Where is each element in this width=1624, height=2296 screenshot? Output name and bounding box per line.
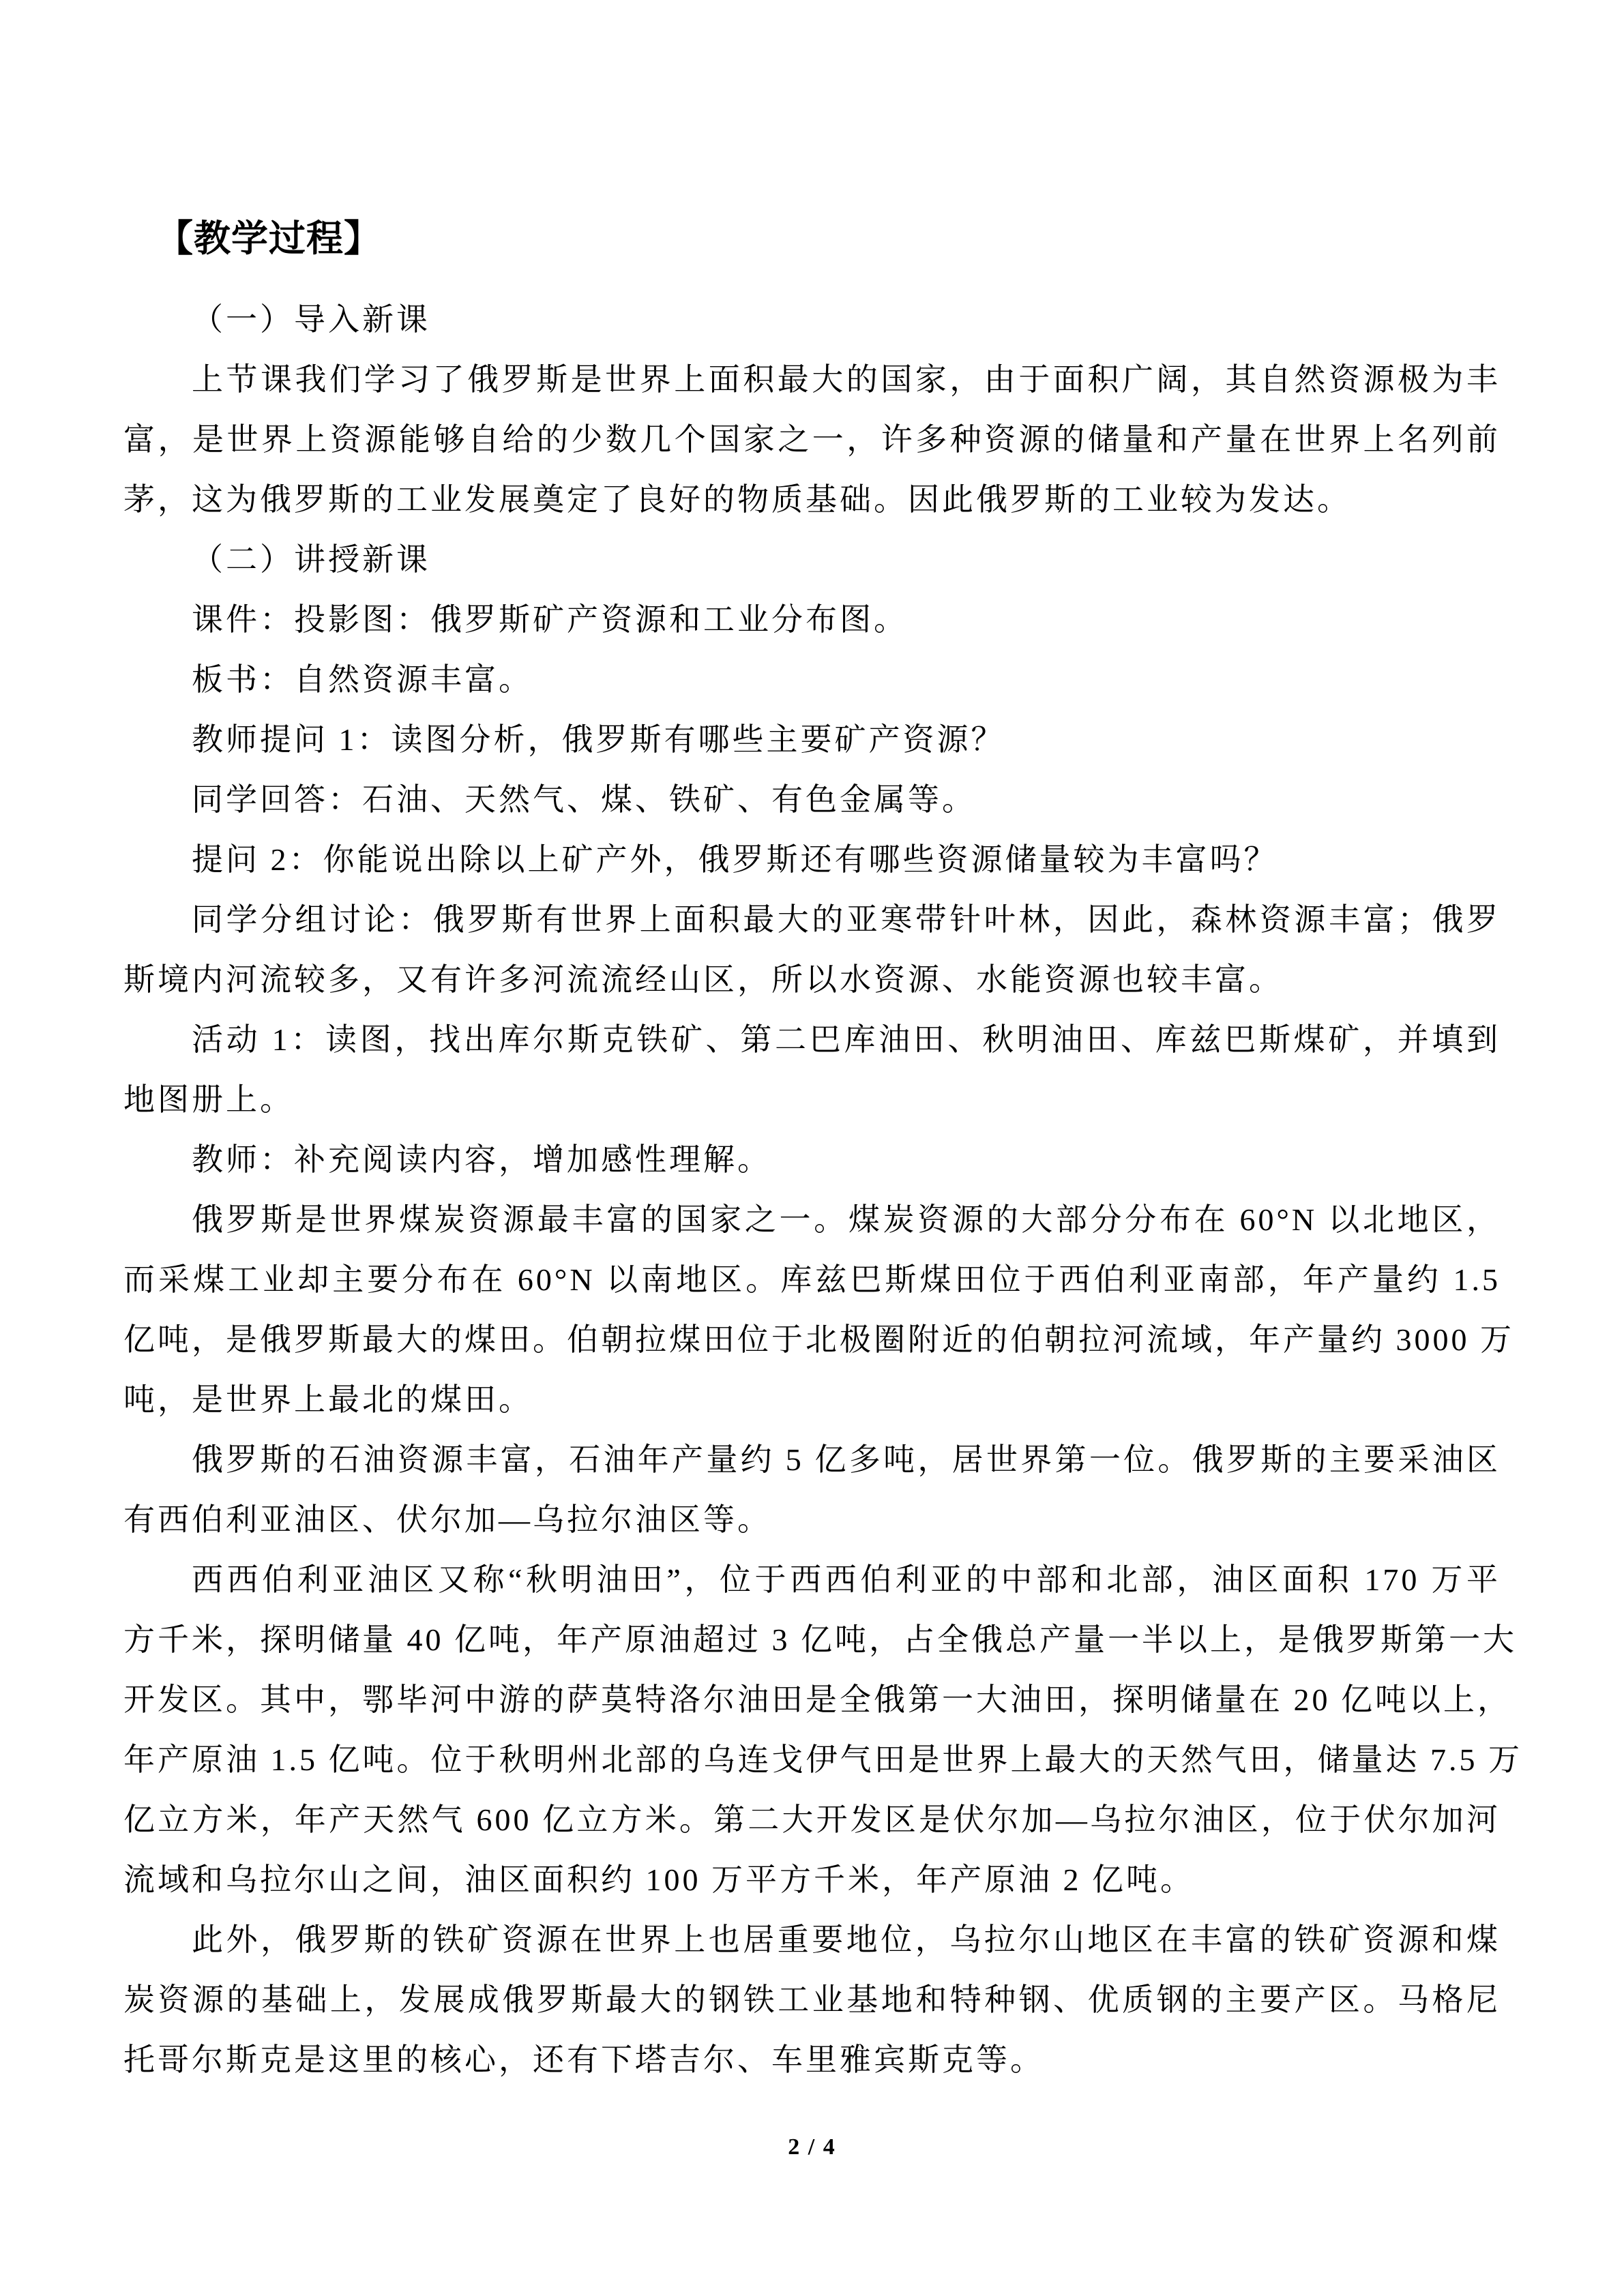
text-line: （一）导入新课 xyxy=(192,302,430,337)
paragraph xyxy=(123,890,1501,1010)
document-title: 【教学过程】 xyxy=(156,218,381,259)
paragraph xyxy=(123,1550,1522,1910)
text-line: 富，是世界上资源能够自给的少数几个国家之一，许多种资源的储量和产量在世界上名列前 xyxy=(123,422,1501,457)
text-line: 西西伯利亚油区又称“秋明油田”，位于西西伯利亚的中部和北部，油区面积 170 万平 xyxy=(192,1562,1501,1597)
paragraph xyxy=(123,590,1501,650)
text-line: 托哥尔斯克是这里的核心，还有下塔吉尔、车里雅宾斯克等。 xyxy=(123,2042,1044,2077)
text-line: 地图册上。 xyxy=(123,1082,294,1117)
text-line: 俄罗斯的石油资源丰富，石油年产量约 5 亿多吨，居世界第一位。俄罗斯的主要采油区 xyxy=(192,1442,1501,1477)
text-line: 同学回答：石油、天然气、煤、铁矿、有色金属等。 xyxy=(192,782,976,817)
paragraph xyxy=(123,830,1501,890)
paragraph xyxy=(123,1430,1501,1550)
text-line: 开发区。其中，鄂毕河中游的萨莫特洛尔油田是全俄第一大油田，探明储量在 20 亿吨以上， xyxy=(123,1682,1511,1717)
paragraph xyxy=(123,1190,1514,1430)
text-line: 亿吨，是俄罗斯最大的煤田。伯朝拉煤田位于北极圈附近的伯朝拉河流域，年产量约 3000 万 xyxy=(123,1322,1514,1357)
paragraph xyxy=(123,350,1501,530)
text-line: 上节课我们学习了俄罗斯是世界上面积最大的国家，由于面积广阔，其自然资源极为丰 xyxy=(192,362,1501,397)
text-line: 有西伯利亚油区、伏尔加—乌拉尔油区等。 xyxy=(123,1502,771,1537)
text-line: 课件：投影图：俄罗斯矿产资源和工业分布图。 xyxy=(192,602,908,637)
text-line: 此外，俄罗斯的铁矿资源在世界上也居重要地位，乌拉尔山地区在丰富的铁矿资源和煤 xyxy=(192,1922,1501,1957)
paragraph xyxy=(123,650,1501,710)
text-line: 斯境内河流较多，又有许多河流流经山区，所以水资源、水能资源也较丰富。 xyxy=(123,962,1283,997)
text-line: 年产原油 1.5 亿吨。位于秋明州北部的乌连戈伊气田是世界上最大的天然气田，储量达 7.5 万 xyxy=(123,1742,1522,1777)
text-line: 吨，是世界上最北的煤田。 xyxy=(123,1382,533,1417)
text-line: 教师：补充阅读内容，增加感性理解。 xyxy=(192,1142,771,1177)
text-line: （二）讲授新课 xyxy=(192,542,430,577)
paragraph xyxy=(123,530,1501,590)
text-line: 而采煤工业却主要分布在 60°N 以南地区。库兹巴斯煤田位于西伯利亚南部，年产量约 1.5 xyxy=(123,1262,1501,1297)
paragraph xyxy=(123,1130,1501,1190)
paragraph xyxy=(123,710,1501,770)
paragraph xyxy=(123,1010,1501,1130)
text-line: 炭资源的基础上，发展成俄罗斯最大的钢铁工业基地和特种钢、优质钢的主要产区。马格尼 xyxy=(123,1982,1501,2017)
text-line: 活动 1：读图，找出库尔斯克铁矿、第二巴库油田、秋明油田、库兹巴斯煤矿，并填到 xyxy=(192,1022,1501,1057)
paragraph xyxy=(123,770,1501,830)
page-number: 2 / 4 xyxy=(788,2134,836,2160)
text-line: 方千米，探明储量 40 亿吨，年产原油超过 3 亿吨，占全俄总产量一半以上，是俄罗斯第一大 xyxy=(123,1622,1517,1657)
text-line: 俄罗斯是世界煤炭资源最丰富的国家之一。煤炭资源的大部分分布在 60°N 以北地区， xyxy=(192,1202,1501,1237)
paragraph xyxy=(123,290,1501,350)
text-line: 板书：自然资源丰富。 xyxy=(192,662,533,697)
text-line: 亿立方米，年产天然气 600 亿立方米。第二大开发区是伏尔加—乌拉尔油区，位于伏尔加河 xyxy=(123,1802,1501,1837)
text-line: 提问 2：你能说出除以上矿产外，俄罗斯还有哪些资源储量较为丰富吗？ xyxy=(192,842,1278,877)
text-line: 茅，这为俄罗斯的工业发展奠定了良好的物质基础。因此俄罗斯的工业较为发达。 xyxy=(123,482,1351,517)
paragraph xyxy=(123,1910,1501,2090)
text-line: 同学分组讨论：俄罗斯有世界上面积最大的亚寒带针叶林，因此，森林资源丰富；俄罗 xyxy=(192,902,1501,937)
text-line: 教师提问 1：读图分析，俄罗斯有哪些主要矿产资源？ xyxy=(192,722,1005,757)
text-line: 流域和乌拉尔山之间，油区面积约 100 万平方千米，年产原油 2 亿吨。 xyxy=(123,1862,1194,1897)
document-body xyxy=(123,290,1522,2090)
